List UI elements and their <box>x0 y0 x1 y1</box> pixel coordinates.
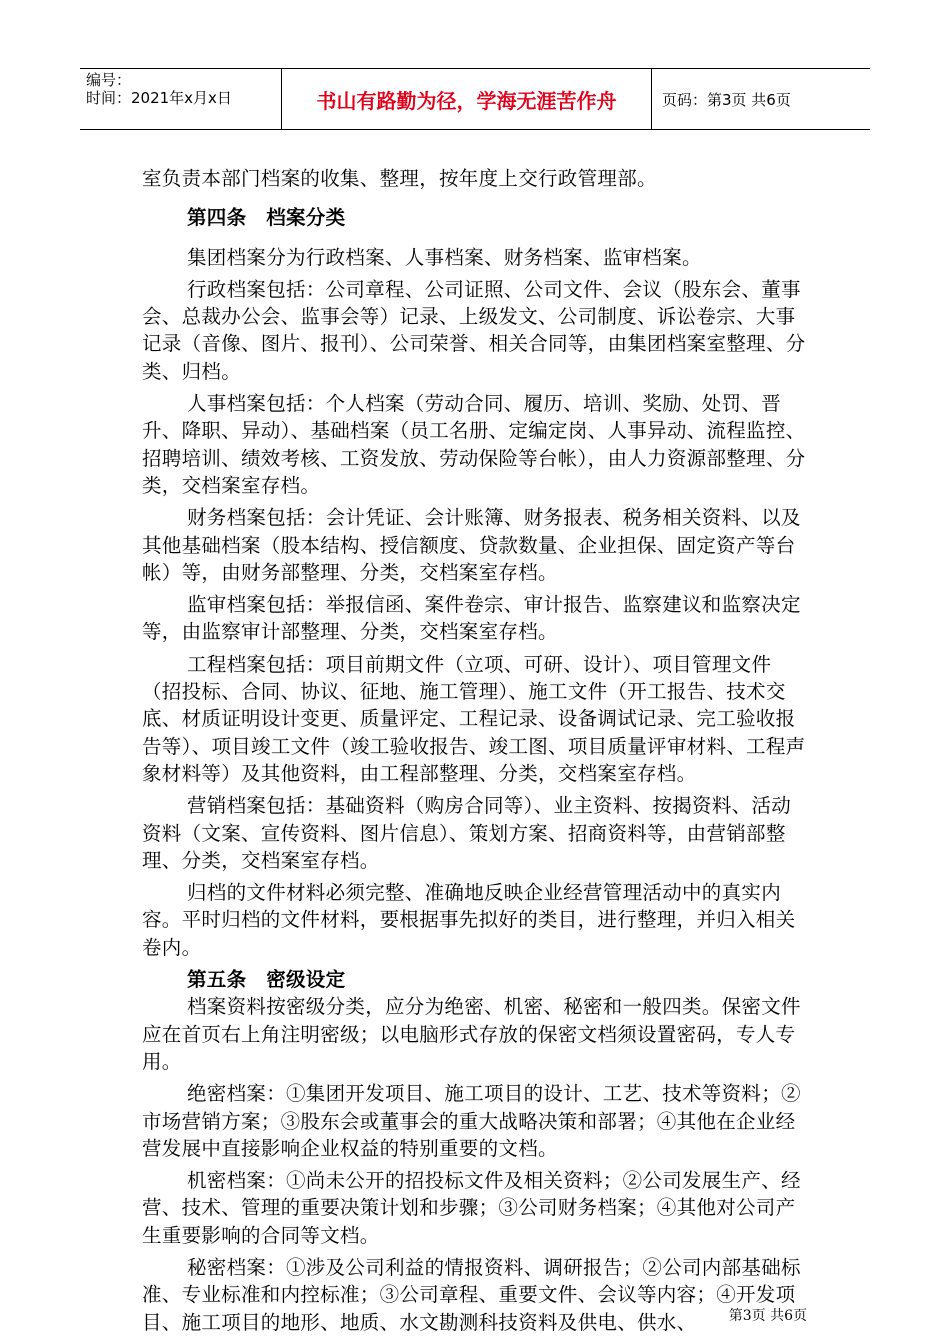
article-heading-5: 第五条 密级设定 <box>187 968 346 992</box>
paragraph: 档案资料按密级分类，应分为绝密、机密、秘密和一般四类。保密文件应在首页右上角注明密级；以电脑形式存放的保密文档须设置密码，专人专用。 <box>142 995 801 1073</box>
paragraph: 财务档案包括：会计凭证、会计账簿、财务报表、税务相关资料、以及其他基础档案（股本结构、授信额度、贷款数量、企业担保、固定资产等台帐）等，由财务部整理、分类，交档案室存档。 <box>142 506 801 584</box>
article-heading-4: 第四条 档案分类 <box>187 206 346 230</box>
paragraph: 人事档案包括：个人档案（劳动合同、履历、培训、奖励、处罚、晋升、降职、异动）、基础档案（员工名册、定编定岗、人事异动、流程监控、招聘培训、绩效考核、工资发放、劳动保险等台帐），由人力资源部整理、分类，交档案室存档。 <box>142 392 806 497</box>
time-label: 时间：2021年x月x日 <box>86 89 232 107</box>
paragraph: 室负责本部门档案的收集、整理，按年度上交行政管理部。 <box>142 167 657 190</box>
paragraph: 归档的文件材料必须完整、准确地反映企业经营管理活动中的真实内容。平时归档的文件材料，要根据事先拟好的类目，进行整理，并归入相关卷内。 <box>142 881 796 959</box>
document-body <box>142 165 810 1336</box>
paragraph: 集团档案分为行政档案、人事档案、财务档案、监审档案。 <box>187 245 702 269</box>
page-footer: 第3页 共6页 <box>728 1308 807 1324</box>
paragraph: 监审档案包括：举报信函、案件卷宗、审计报告、监察建议和监察决定等，由监察审计部整理、分类，交档案室存档。 <box>142 593 801 644</box>
header-meta <box>80 69 282 129</box>
paragraph: 营销档案包括：基础资料（购房合同等）、业主资料、按揭资料、活动资料（文案、宣传资料、图片信息）、策划方案、招商资料等，由营销部整理、分类，交档案室存档。 <box>142 794 792 872</box>
page-header <box>80 68 870 130</box>
paragraph: 秘密档案：①涉及公司利益的情报资料、调研报告；②公司内部基础标准、专业标准和内控标准；③公司章程、重要文件、会议等内容；④开发项目、施工项目的地形、地质、水文勘测科技资料及供电、供水、 <box>142 1255 801 1334</box>
paragraph: 机密档案：①尚未公开的招投标文件及相关资料；②公司发展生产、经营、技术、管理的重要决策计划和步骤；③公司财务档案；④其他对公司产生重要影响的合同等文档。 <box>142 1169 801 1247</box>
number-label: 编号： <box>86 71 132 89</box>
paragraph: 工程档案包括：项目前期文件（立项、可研、设计）、项目管理文件（招投标、合同、协议、征地、施工管理）、施工文件（开工报告、技术交底、材质证明设计变更、质量评定、工程记录、设备调试记录、完工验收报告等）、项目竣工文件（竣工验收报告、竣工图、项目质量评审材料、工程声象材料等）及其他资料，由工程部整理、分类，交档案室存档。 <box>142 652 806 785</box>
header-page-label: 页码：第3页 共6页 <box>662 90 791 109</box>
header-motto: 书山有路勤为径，学海无涯苦作舟 <box>282 69 652 129</box>
paragraph: 行政档案包括：公司章程、公司证照、公司文件、会议（股东会、董事会、总裁办公会、监事会等）记录、上级发文、公司制度、诉讼卷宗、大事记录（音像、图片、报刊）、公司荣誉、相关合同等，由集团档案室整理、分类、归档。 <box>142 277 806 383</box>
paragraph: 绝密档案：①集团开发项目、施工项目的设计、工艺、技术等资料；②市场营销方案；③股东会或董事会的重大战略决策和部署；④其他在企业经营发展中直接影响企业权益的特别重要的文档。 <box>142 1082 801 1160</box>
